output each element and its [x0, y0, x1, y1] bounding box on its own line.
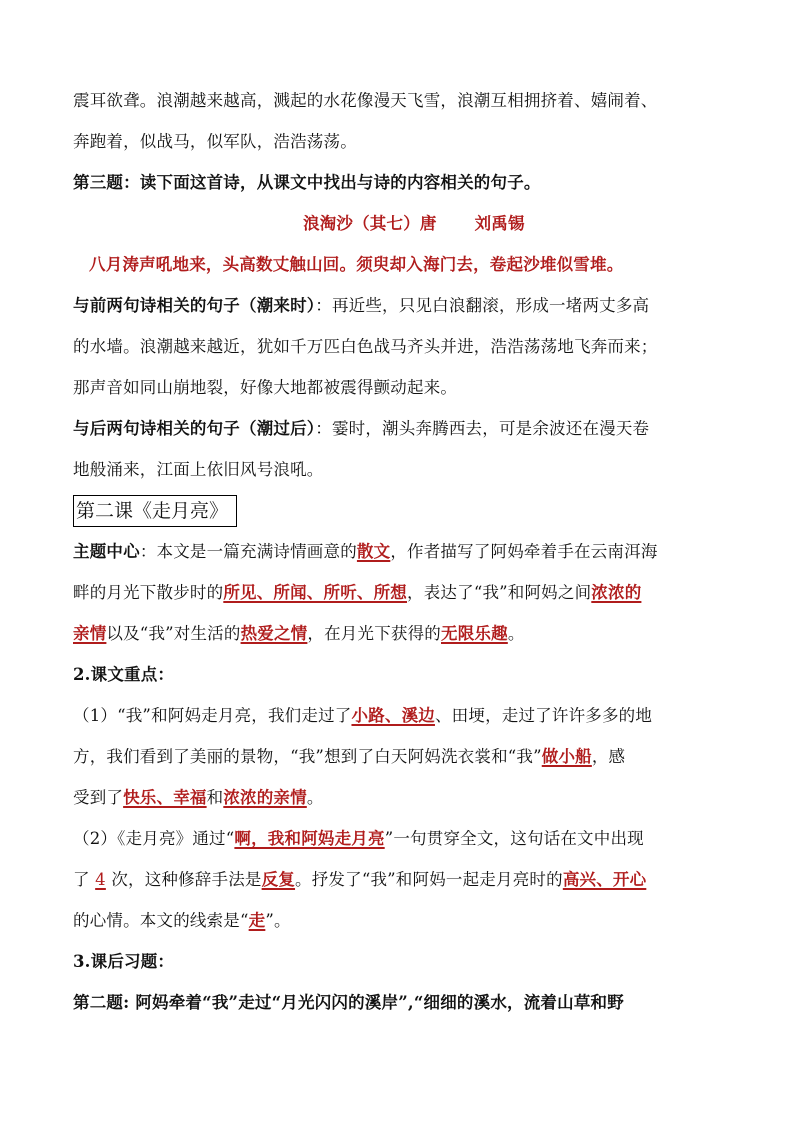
- paragraph-line: 那声音如同山崩地裂，好像大地都被震得颤动起来。: [73, 378, 458, 397]
- key-point-keyword: 4: [95, 870, 106, 889]
- theme-keyword: 热爱之情: [240, 624, 308, 643]
- theme-keyword: 散文: [356, 542, 391, 561]
- paragraph-line: 地般涌来，江面上依旧风号浪吼。: [73, 460, 324, 479]
- poem-text: 八月涛声吼地来，头高数丈触山回。须臾却入海门去，卷起沙堆似雪堆。: [89, 255, 624, 274]
- question-3-heading: 第三题：读下面这首诗，从课文中找出与诗的内容相关的句子。: [73, 173, 541, 192]
- theme-text: ，作者描写了阿妈牵着手在云南洱海: [390, 542, 658, 561]
- key-point-text: 受到了: [73, 788, 124, 807]
- document-content: [73, 80, 725, 1023]
- key-point-keyword: 做小船: [541, 747, 592, 766]
- theme-keyword: 浓浓的: [591, 583, 642, 602]
- theme-label: 主题中心: [73, 542, 140, 561]
- key-point-2-line-2: [73, 859, 725, 900]
- key-point-text: 和: [206, 788, 224, 807]
- key-point-text: （2）《走月亮》通过“: [73, 829, 235, 848]
- key-point-text: ”。: [265, 911, 291, 930]
- theme-text: ，在月光下获得的: [307, 624, 441, 643]
- key-point-text: 、田埂，走过了许许多多的地: [434, 706, 653, 725]
- theme-text: ，表达了“我”和阿妈之间: [407, 583, 592, 602]
- back-lines-text: ：霎时，潮头奔腾西去，可是余波还在漫天卷: [315, 419, 650, 438]
- key-point-1-line-3: [73, 777, 725, 818]
- front-lines-text: ：再近些，只见白浪翻滚，形成一堵两丈多高: [315, 296, 650, 315]
- theme-keyword: 所见、所闻、所听、所想: [223, 583, 408, 602]
- key-point-text: 次，这种修辞手法是: [111, 870, 262, 889]
- theme-text: 。: [507, 624, 525, 643]
- theme-line-2: [73, 572, 725, 613]
- key-point-text: 方，我们看到了美丽的景物，“我”想到了白天阿妈洗衣裳和“我”: [73, 747, 542, 766]
- key-point-2-line-1: [73, 818, 725, 859]
- exercises-heading: 3.课后习题：: [73, 952, 175, 971]
- theme-text: 畔的月光下散步时的: [73, 583, 224, 602]
- paragraph-line: 的水墙。浪潮越来越近，犹如千万匹白色战马齐头并进，浩浩荡荡地飞奔而来；: [73, 337, 658, 356]
- theme-text: 以及“我”对生活的: [106, 624, 241, 643]
- theme-keyword: 无限乐趣: [441, 624, 508, 643]
- paragraph-line: 奔跑着，似战马，似军队，浩浩荡荡。: [73, 132, 357, 151]
- back-lines-answer: [73, 408, 725, 449]
- key-points-heading: 2.课文重点：: [73, 665, 175, 684]
- key-point-1-line-1: [73, 695, 725, 736]
- paragraph-line: 震耳欲聋。浪潮越来越高，溅起的水花像漫天飞雪，浪潮互相拥挤着、嬉闹着、: [73, 91, 658, 110]
- key-point-2-line-3: [73, 900, 725, 941]
- exercise-question-2: 第二题: 阿妈牵着“我”走过“月光闪闪的溪岸”,“细细的溪水，流着山草和野: [73, 993, 624, 1012]
- theme-line-1: [73, 531, 725, 572]
- key-point-keyword: 啊，我和阿妈走月亮: [234, 829, 385, 848]
- key-point-text: ”一句贯穿全文，这句话在文中出现: [384, 829, 644, 848]
- key-point-text: ，感: [591, 747, 626, 766]
- key-point-keyword: 走: [248, 911, 266, 930]
- lesson-2-title: 第二课《走月亮》: [73, 495, 237, 527]
- theme-keyword: 亲情: [73, 624, 107, 643]
- poem-title-text: 浪淘沙（其七）唐: [303, 214, 437, 233]
- front-lines-label: 与前两句诗相关的句子（潮来时）: [73, 296, 316, 315]
- key-point-text: 。: [306, 788, 324, 807]
- key-point-keyword: 反复: [261, 870, 296, 889]
- key-point-keyword: 小路、溪边: [351, 706, 435, 725]
- key-point-keyword: 快乐、幸福: [123, 788, 207, 807]
- theme-text: ：本文是一篇充满诗情画意的: [139, 542, 357, 561]
- key-point-text: 。抒发了“我”和阿妈一起走月亮时的: [295, 870, 563, 889]
- key-point-text: 的心情。本文的线索是“: [73, 911, 249, 930]
- poem-title: [73, 203, 725, 244]
- lesson-2-heading-row: [73, 490, 725, 531]
- key-point-text: 了: [73, 870, 90, 889]
- key-point-keyword: 浓浓的亲情: [223, 788, 307, 807]
- front-lines-answer: [73, 285, 725, 326]
- theme-line-3: [73, 613, 725, 654]
- poem-author: 刘禹锡: [474, 214, 525, 233]
- key-point-text: （1）“我”和阿妈走月亮，我们走过了: [73, 706, 352, 725]
- key-point-keyword: 高兴、开心: [562, 870, 647, 889]
- back-lines-label: 与后两句诗相关的句子（潮过后）: [73, 419, 316, 438]
- key-point-1-line-2: [73, 736, 725, 777]
